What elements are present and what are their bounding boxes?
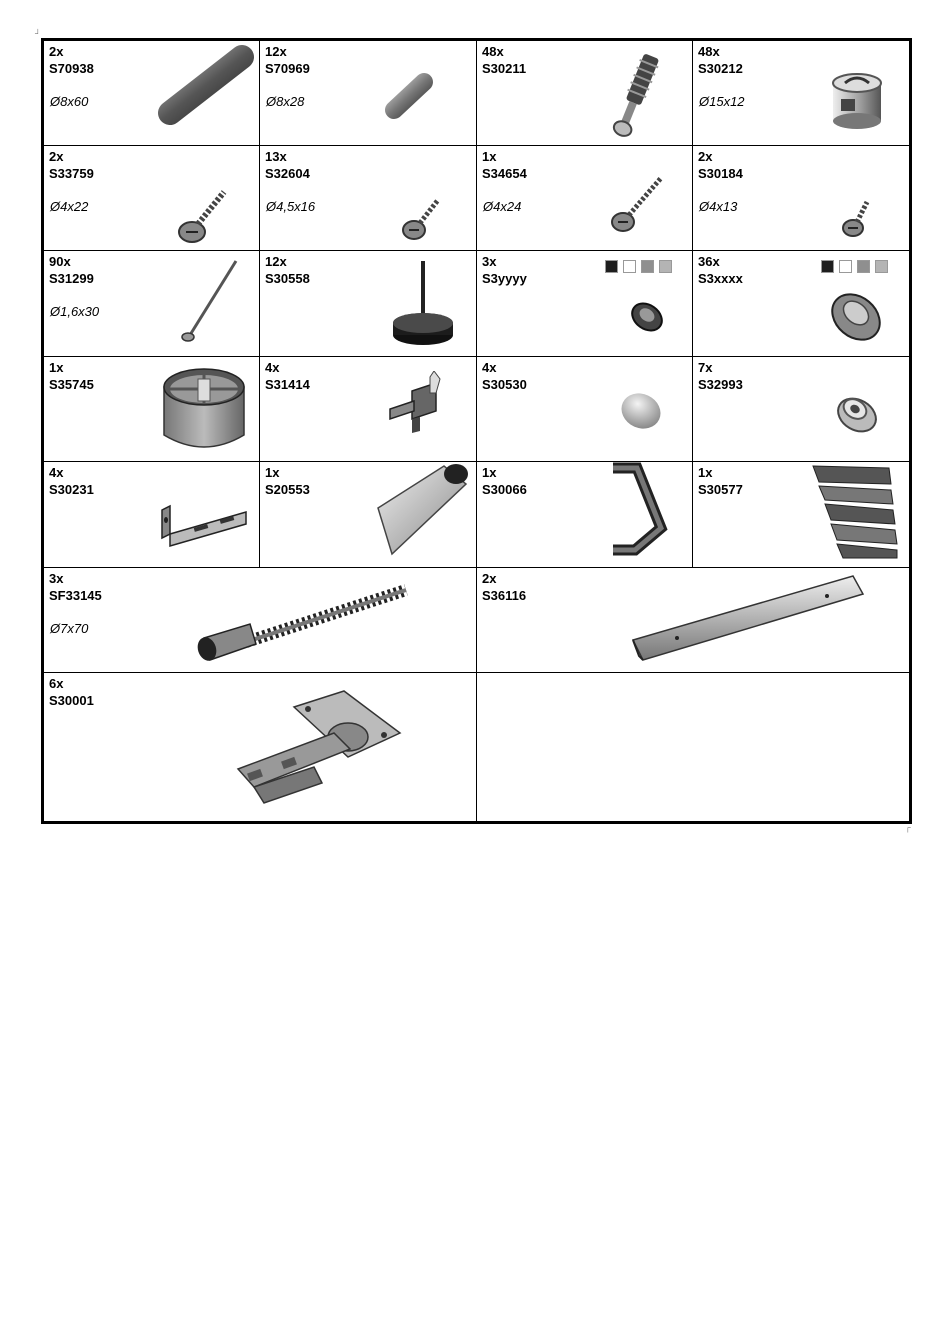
part-code: S30211	[482, 61, 527, 76]
part-quantity: 7x	[698, 360, 713, 375]
part-quantity: 4x	[482, 360, 497, 375]
part-code: S30577	[698, 482, 743, 497]
part-cell	[693, 357, 911, 462]
part-code: S32604	[265, 166, 310, 181]
part-dimension: Ø7x70	[50, 621, 89, 636]
knob-cap-icon	[615, 387, 667, 435]
part-code: S32993	[698, 377, 743, 392]
part-quantity: 6x	[49, 676, 64, 691]
foot-cup-icon	[156, 363, 252, 457]
part-code: S30558	[265, 271, 310, 286]
part-cell	[260, 40, 477, 146]
bushing-icon	[831, 387, 883, 437]
part-cell	[477, 462, 693, 568]
cam-lock-icon	[827, 69, 891, 133]
part-code: S3xxxx	[698, 271, 743, 286]
part-dimension: Ø8x28	[266, 94, 305, 109]
wedges-icon	[809, 462, 909, 562]
part-quantity: 13x	[265, 149, 287, 164]
part-quantity: 48x	[482, 44, 504, 59]
part-cell	[477, 40, 693, 146]
part-quantity: 3x	[482, 254, 497, 269]
part-quantity: 1x	[49, 360, 64, 375]
nail-icon	[174, 257, 244, 347]
color-swatch	[839, 260, 852, 273]
part-code: S35745	[49, 377, 94, 392]
part-quantity: 12x	[265, 254, 287, 269]
part-code: S31414	[265, 377, 310, 392]
part-quantity: 12x	[265, 44, 287, 59]
part-cell	[43, 673, 477, 823]
color-swatch	[857, 260, 870, 273]
color-swatch	[875, 260, 888, 273]
part-code: S30001	[49, 693, 94, 708]
part-quantity: 1x	[482, 149, 497, 164]
color-swatch	[641, 260, 654, 273]
part-quantity: 36x	[698, 254, 720, 269]
part-dimension: Ø4x22	[50, 199, 89, 214]
cam-bolt-icon	[595, 51, 675, 145]
part-code: S30066	[482, 482, 527, 497]
part-cell	[260, 462, 477, 568]
part-quantity: 4x	[49, 465, 64, 480]
color-swatch	[623, 260, 636, 273]
crop-mark-bottom-right: ┌	[905, 823, 911, 832]
part-quantity: 2x	[482, 571, 497, 586]
color-swatches	[821, 260, 888, 273]
parts-table	[41, 38, 912, 824]
connector-screw-icon	[194, 576, 414, 670]
shelf-support-icon	[384, 371, 460, 443]
part-cell	[260, 251, 477, 357]
part-code: S30231	[49, 482, 94, 497]
part-dimension: Ø15x12	[699, 94, 745, 109]
part-dimension: Ø1,6x30	[50, 304, 100, 319]
color-swatch	[605, 260, 618, 273]
part-code: S70969	[265, 61, 310, 76]
part-dimension: Ø4x13	[699, 199, 738, 214]
screw-short-icon	[839, 194, 879, 240]
part-dimension: Ø4,5x16	[266, 199, 316, 214]
part-code: S3yyyy	[482, 271, 527, 286]
part-quantity: 4x	[265, 360, 280, 375]
part-code: SF33145	[49, 588, 102, 603]
part-cell	[260, 146, 477, 251]
cover-cap-icon	[823, 281, 889, 347]
part-cell	[43, 251, 260, 357]
dowel-short-icon	[380, 66, 440, 126]
hinge-icon	[224, 687, 410, 811]
part-quantity: 3x	[49, 571, 64, 586]
part-cell	[43, 146, 260, 251]
part-cell	[43, 462, 260, 568]
screw-icon	[174, 184, 234, 246]
color-swatch	[821, 260, 834, 273]
color-swatches	[605, 260, 672, 273]
part-cell	[693, 146, 911, 251]
allen-key-icon	[605, 462, 669, 560]
part-quantity: 90x	[49, 254, 71, 269]
part-code: S30212	[698, 61, 743, 76]
part-code: S30530	[482, 377, 527, 392]
part-cell	[693, 462, 911, 568]
screw-icon	[607, 172, 669, 236]
part-code: S20553	[265, 482, 310, 497]
part-dimension: Ø4x24	[483, 199, 522, 214]
part-cell	[477, 146, 693, 251]
part-cell	[43, 357, 260, 462]
part-code: S36116	[482, 588, 527, 603]
part-quantity: 1x	[482, 465, 497, 480]
part-quantity: 2x	[49, 44, 64, 59]
angle-bracket-icon	[156, 500, 252, 552]
part-quantity: 1x	[265, 465, 280, 480]
part-cell	[477, 357, 693, 462]
part-code: S34654	[482, 166, 527, 181]
color-swatch	[659, 260, 672, 273]
part-quantity: 2x	[49, 149, 64, 164]
part-cell	[477, 251, 693, 357]
crop-mark-top-left: ┘	[35, 29, 41, 38]
part-code: S30184	[698, 166, 743, 181]
part-cell	[43, 568, 477, 673]
part-cell	[477, 568, 911, 673]
dowel-long-icon	[154, 43, 258, 127]
cover-cap-small-icon	[625, 291, 669, 337]
part-code: S31299	[49, 271, 94, 286]
part-cell	[693, 251, 911, 357]
part-quantity: 2x	[698, 149, 713, 164]
part-dimension: Ø8x60	[50, 94, 89, 109]
screw-icon	[398, 192, 448, 244]
part-quantity: 48x	[698, 44, 720, 59]
part-quantity: 1x	[698, 465, 713, 480]
glide-nail-icon	[388, 257, 458, 347]
glue-tube-icon	[374, 462, 474, 560]
rail-icon	[627, 568, 867, 670]
part-cell	[43, 40, 260, 146]
empty-cell	[477, 673, 911, 823]
part-cell	[260, 357, 477, 462]
part-code: S70938	[49, 61, 94, 76]
part-cell	[693, 40, 911, 146]
part-code: S33759	[49, 166, 94, 181]
